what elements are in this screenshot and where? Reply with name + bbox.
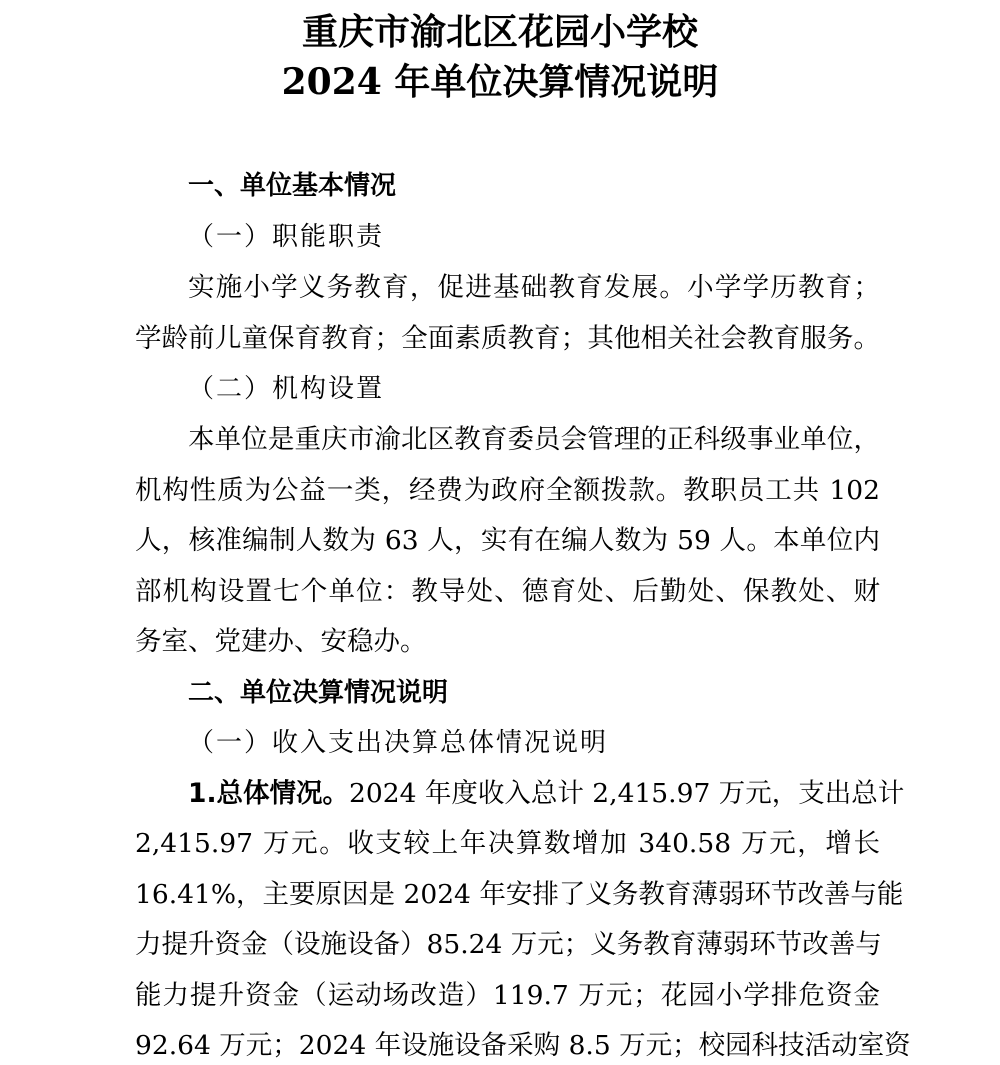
overview-text: 2024 年度收入总计 2,415.97 万元，支出总计 — [349, 778, 905, 809]
paragraph-line: 能力提升资金（运动场改造）119.7 万元；花园小学排危资金 — [135, 980, 880, 1011]
section2-heading: 二、单位决算情况说明 — [188, 678, 449, 708]
paragraph-line: 2,415.97 万元。收支较上年决算数增加 340.58 万元，增长 — [135, 828, 880, 859]
paragraph-line — [188, 776, 905, 812]
section2-sub1-heading: （一）收入支出决算总体情况说明 — [188, 728, 609, 758]
paragraph-line: 人，核准编制人数为 63 人，实有在编人数为 59 人。本单位内 — [135, 525, 880, 556]
document-title-line1: 重庆市渝北区花园小学校 — [301, 11, 698, 53]
paragraph-line: 本单位是重庆市渝北区教育委员会管理的正科级事业单位， — [188, 424, 880, 455]
paragraph-line: 力提升资金（设施设备）85.24 万元；义务教育薄弱环节改善与 — [135, 929, 882, 960]
paragraph-line: 实施小学义务教育，促进基础教育发展。小学学历教育； — [188, 272, 880, 303]
paragraph-line: 务室、党建办、安稳办。 — [135, 626, 427, 657]
document-title-line2: 2024 年单位决算情况说明 — [281, 61, 719, 103]
section1-sub1-heading: （一）职能职责 — [188, 222, 385, 252]
paragraph-line: 16.41%，主要原因是 2024 年安排了义务教育薄弱环节改善与能 — [135, 879, 904, 910]
paragraph-line: 92.64 万元；2024 年设施设备采购 8.5 万元；校园科技活动室资 — [135, 1030, 911, 1061]
overview-lead: 1.总体情况。 — [188, 778, 350, 809]
paragraph-line: 部机构设置七个单位：教导处、德育处、后勤处、保教处、财 — [135, 576, 880, 607]
paragraph-line: 学龄前儿童保育教育；全面素质教育；其他相关社会教育服务。 — [135, 323, 880, 354]
section1-sub2-heading: （二）机构设置 — [188, 374, 385, 404]
paragraph-line: 机构性质为公益一类，经费为政府全额拨款。教职员工共 102 — [135, 475, 880, 506]
section1-heading: 一、单位基本情况 — [188, 171, 397, 201]
